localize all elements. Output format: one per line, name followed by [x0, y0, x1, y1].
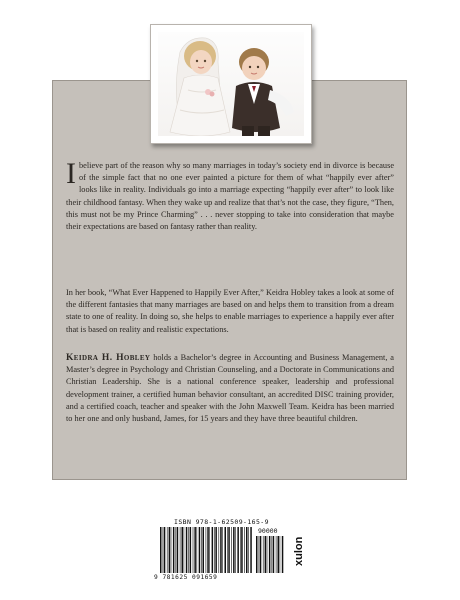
barcode-bar — [259, 536, 260, 573]
barcode-bar — [228, 527, 230, 573]
price-code: 90000 — [258, 527, 278, 535]
barcode-bar — [219, 527, 220, 573]
barcode-bar — [184, 527, 185, 573]
barcode-bar — [240, 527, 241, 573]
barcode-bar — [182, 527, 184, 573]
barcode-bar — [237, 527, 239, 573]
barcode-bar — [233, 527, 235, 573]
barcode-bar — [260, 536, 262, 573]
barcode-bar — [164, 527, 166, 573]
barcode-bar — [160, 527, 162, 573]
barcode-bar — [278, 536, 280, 573]
barcode-bar — [269, 536, 271, 573]
barcode-bar — [273, 536, 275, 573]
barcode-bar — [199, 527, 201, 573]
barcode-bar — [190, 527, 192, 573]
barcode-bar — [280, 536, 281, 573]
barcode-bar — [214, 527, 215, 573]
barcode-bar — [222, 527, 223, 573]
barcode-bar — [248, 527, 249, 573]
barcode-bar — [231, 527, 232, 573]
barcode-bar — [194, 527, 196, 573]
author-bio-text: holds a Bachelor’s degree in Accounting and Business Management, a Master’s degree in Psychology and Christian Counseling, and a Doctorate in Communications and Christian Leadership. She is a national conference speaker, leadership and professional development trainer, a certified human behavior consultant, an accredited DISC training provider, and a certified coach, teacher and speaker with the John Maxwell Team. Keidra has been married to her one and only husband, James, for 15 years and they have three beautiful children. — [66, 353, 394, 424]
barcode-bar — [197, 527, 198, 573]
barcode-bar — [246, 527, 248, 573]
barcode-bar — [276, 536, 277, 573]
description-paragraph-2: In her book, “What Ever Happened to Happily Ever After,” Keidra Hobley takes a look at some of the different fantasies that many marriages are based on and helps them to transition from a dream state to one of reality. In doing so, she helps to enable marriages to experience a happily ever after that is based on reality and realistic expectations. — [66, 288, 394, 334]
barcode-bar — [215, 527, 217, 573]
barcode-bar — [193, 527, 194, 573]
publisher-logo-icon — [288, 528, 310, 572]
barcode-bar — [256, 536, 258, 573]
barcode-bar — [177, 527, 179, 573]
barcode-bar — [244, 527, 245, 573]
barcode-bar — [171, 527, 172, 573]
barcode-area — [152, 518, 312, 586]
barcode-bar — [163, 527, 164, 573]
barcode-bar — [227, 527, 228, 573]
barcode-bar — [207, 527, 209, 573]
barcode-bar — [272, 536, 273, 573]
barcode-bar — [186, 527, 188, 573]
author-bio — [66, 352, 394, 425]
bride-groom-children-illustration — [158, 32, 304, 136]
barcode-bar — [180, 527, 181, 573]
barcode-bar — [173, 527, 175, 573]
cover-photo-frame — [150, 24, 312, 144]
barcode-bar — [265, 536, 267, 573]
barcode-bar — [169, 527, 171, 573]
isbn-label: ISBN 978-1-62509-165-9 — [174, 518, 269, 526]
barcode-bar — [201, 527, 202, 573]
barcode-bar — [263, 536, 264, 573]
barcode-bar — [167, 527, 168, 573]
barcode-bar — [250, 527, 252, 573]
barcode-bar — [235, 527, 236, 573]
barcode-bar — [212, 527, 214, 573]
barcode-bar — [225, 527, 227, 573]
price-barcode — [256, 536, 284, 573]
ean-barcode — [160, 527, 252, 573]
barcode-bar — [206, 527, 207, 573]
ean-digits: 9 781625 091659 — [154, 574, 218, 581]
barcode-bar — [176, 527, 177, 573]
children-photo — [158, 32, 304, 136]
drop-cap: I — [66, 157, 76, 190]
barcode-bar — [203, 527, 205, 573]
description-paragraph-1-text: believe part of the reason why so many marriages in today’s society end in divorce is because of the simple fact that no one ever painted a picture for them of what “happily ever after” looks like in reality. Individuals go into a marriage expecting “happily ever after” to look like their childhood fantasy. When they wake up and realize that that’s not the case, they figure, “Then, this must not be my Prince Charming” . . . never stopping to take into consideration that maybe their expectations are based on fantasy rather than reality. — [66, 161, 394, 232]
barcode-bar — [267, 536, 268, 573]
author-name: Keidra H. Hobley — [66, 353, 151, 363]
barcode-bar — [282, 536, 284, 573]
barcode-bar — [220, 527, 222, 573]
barcode-bar — [241, 527, 243, 573]
barcode-bar — [188, 527, 189, 573]
barcode-bar — [209, 527, 210, 573]
publisher-logo-text: xulon — [293, 536, 305, 566]
description-paragraph-1 — [66, 157, 394, 233]
